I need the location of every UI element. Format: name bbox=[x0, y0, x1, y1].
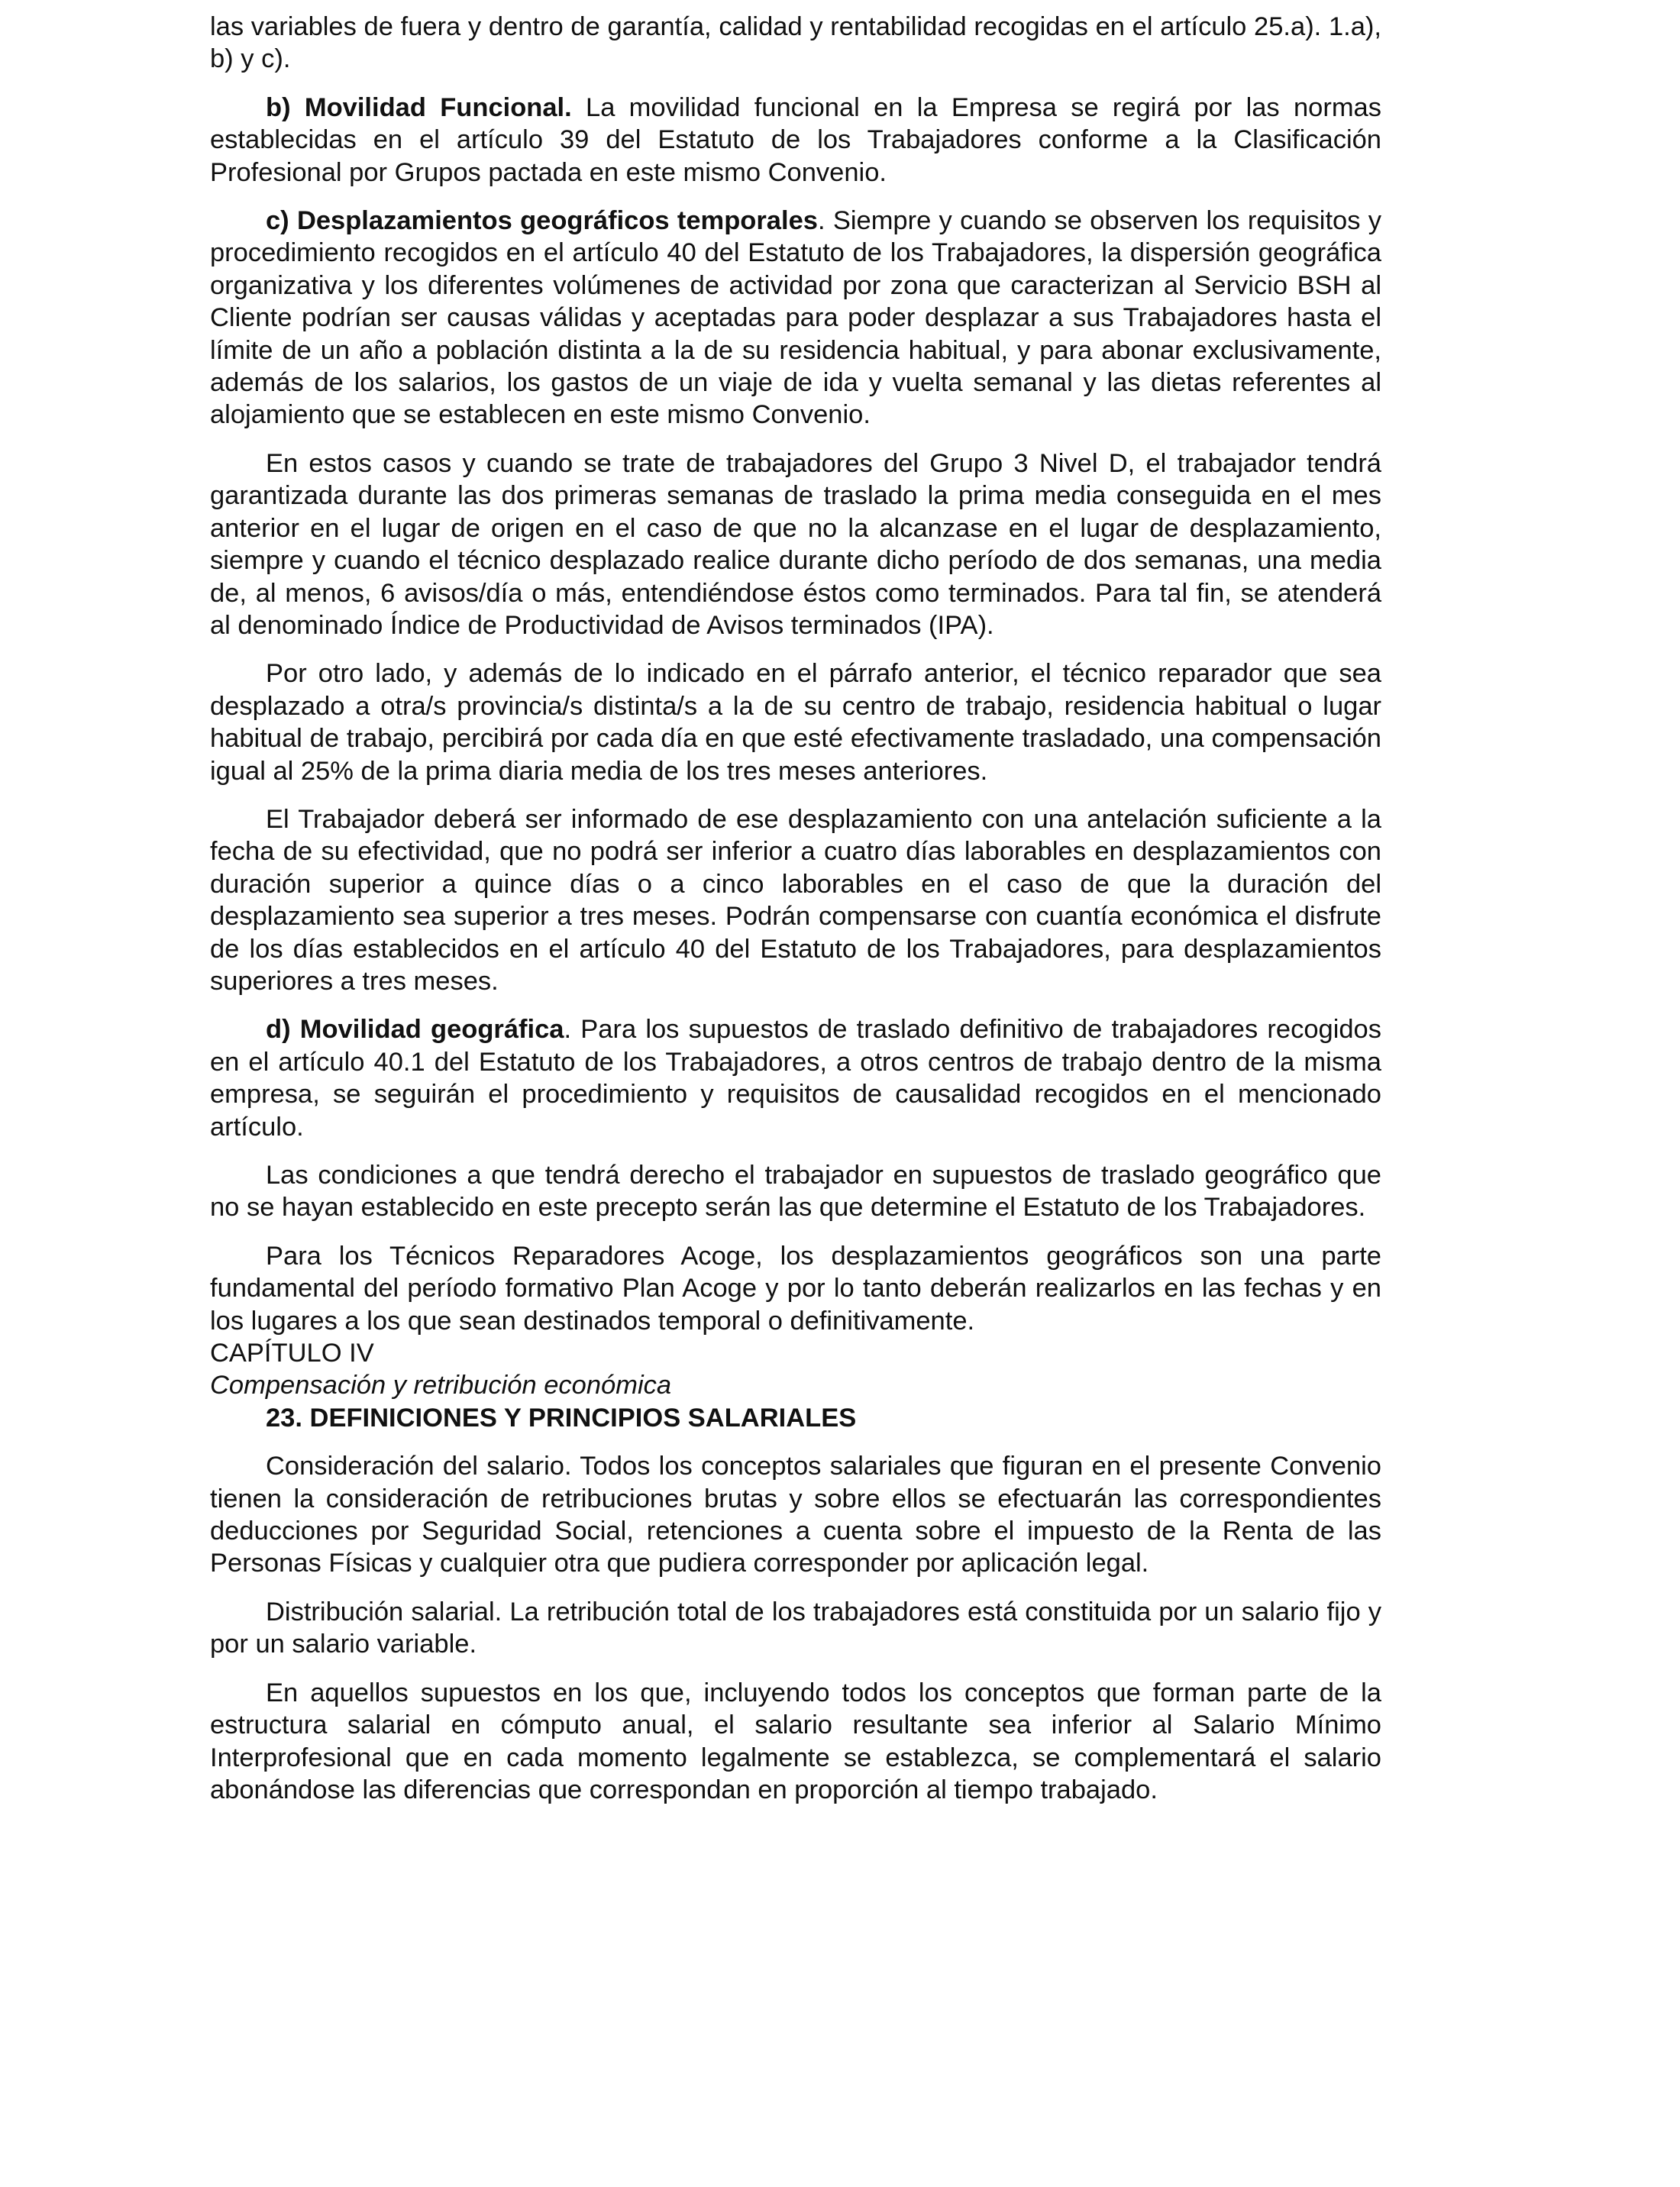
paragraph-grupo3: En estos casos y cuando se trate de trabajadores del Grupo 3 Nivel D, el trabajador tendrá garantizada durante las dos primeras semanas de traslado la prima media conseguida en el mes anterior en el lugar de origen en el caso de que no la alcanzase en el lugar de desplazamiento, siempre y cuando el técnico desplazado realice durante dicho período de dos semanas, una media de, al menos, 6 avisos/día o más, entendiéndose éstos como terminados. Para tal fin, se atenderá al denominado Índice de Productividad de Avisos terminados (IPA). bbox=[210, 448, 1381, 640]
paragraph-movilidad-geografica bbox=[210, 1013, 1381, 1143]
paragraph-acoge: Para los Técnicos Reparadores Acoge, los desplazamientos geográficos son una parte fundamental del período formativo Plan Acoge y por lo tanto deberán realizarlos en las fechas y en los lugares a los que sean destinados temporal o definitivamente. bbox=[210, 1241, 1381, 1336]
paragraph-antelacion: El Trabajador deberá ser informado de ese desplazamiento con una antelación suficiente a la fecha de su efectividad, que no podrá ser inferior a cuatro días laborables en desplazamientos con duración superior a quince días o a cinco laborables en el caso de que la duración del desplazamiento sea superior a tres meses. Podrán compensarse con cuantía económica el disfrute de los días establecidos en el artículo 40 del Estatuto de los Trabajadores, para desplazamientos superiores a tres meses. bbox=[210, 804, 1381, 996]
paragraph-smi: En aquellos supuestos en los que, incluyendo todos los conceptos que forman parte de la estructura salarial en cómputo anual, el salario resultante sea inferior al Salario Mínimo Interprofesional que en cada momento legalmente se establezca, se complementará el salario abonándose las diferencias que correspondan en proporción al tiempo trabajado. bbox=[210, 1678, 1381, 1804]
paragraph-compensacion: Por otro lado, y además de lo indicado en el párrafo anterior, el técnico reparador que sea desplazado a otra/s provincia/s distinta/s a la de su centro de trabajo, residencia habitual o lugar habitual de trabajo, percibirá por cada día en que esté efectivamente trasladado, una compensación igual al 25% de la prima diaria media de los tres meses anteriores. bbox=[210, 659, 1381, 786]
paragraph-distribucion: Distribución salarial. La retribución total de los trabajadores está constituida por un salario fijo y por un salario variable. bbox=[210, 1597, 1381, 1659]
chapter-number: CAPÍTULO IV bbox=[210, 1339, 374, 1368]
body-movilidad-funcional: La movilidad funcional en la Empresa se regirá por las normas establecidas en el artículo 39 del Estatuto de los Trabajadores conforme a la Clasificación Profesional por Grupos pactada en este mismo Convenio. bbox=[210, 92, 1381, 187]
lead-movilidad-geografica: d) Movilidad geográfica bbox=[266, 1015, 564, 1045]
chapter-title: Compensación y retribución económica bbox=[210, 1371, 672, 1400]
section-heading: 23. DEFINICIONES Y PRINCIPIOS SALARIALES bbox=[266, 1403, 857, 1433]
lead-movilidad-funcional: b) Movilidad Funcional. bbox=[266, 92, 572, 122]
paragraph-consideracion: Consideración del salario. Todos los conceptos salariales que figuran en el presente Convenio tienen la consideración de retribuciones brutas y sobre ellos se efectuarán las correspondientes deducciones por Seguridad Social, retenciones a cuenta sobre el impuesto de la Renta de las Personas Físicas y cualquier otra que pudiera corresponder por aplicación legal. bbox=[210, 1452, 1381, 1578]
lead-desplazamientos: c) Desplazamientos geográficos temporales bbox=[266, 206, 818, 236]
paragraph-condiciones: Las condiciones a que tendrá derecho el trabajador en supuestos de traslado geográfico que no se hayan establecido en este precepto serán las que determine el Estatuto de los Trabajadores. bbox=[210, 1161, 1381, 1223]
document-page bbox=[210, 11, 1381, 1806]
body-movilidad-geografica: . Para los supuestos de traslado definitivo de trabajadores recogidos en el artículo 40.1 del Estatuto de los Trabajadores, a otros centros de trabajo dentro de la misma empresa, se seguirán el procedimiento y requisitos de causalidad recogidos en el mencionado artículo. bbox=[210, 1015, 1381, 1142]
body-desplazamientos: . Siempre y cuando se observen los requisitos y procedimiento recogidos en el artículo 40 del Estatuto de los Trabajadores, la dispersión geográfica organizativa y los diferentes volúmenes de actividad por zona que caracterizan al Servicio BSH al Cliente podrían ser causas válidas y aceptadas para poder desplazar a sus Trabajadores hasta el límite de un año a población distinta a la de su residencia habitual, y para abonar exclusivamente, además de los salarios, los gastos de un viaje de ida y vuelta semanal y las dietas referentes al alojamiento que se establecen en este mismo Convenio. bbox=[210, 206, 1381, 430]
paragraph-movilidad-funcional bbox=[210, 92, 1381, 189]
paragraph-desplazamientos bbox=[210, 205, 1381, 431]
paragraph-continuation: las variables de fuera y dentro de garantía, calidad y rentabilidad recogidas en el artículo 25.a). 1.a), b) y c). bbox=[210, 12, 1381, 74]
